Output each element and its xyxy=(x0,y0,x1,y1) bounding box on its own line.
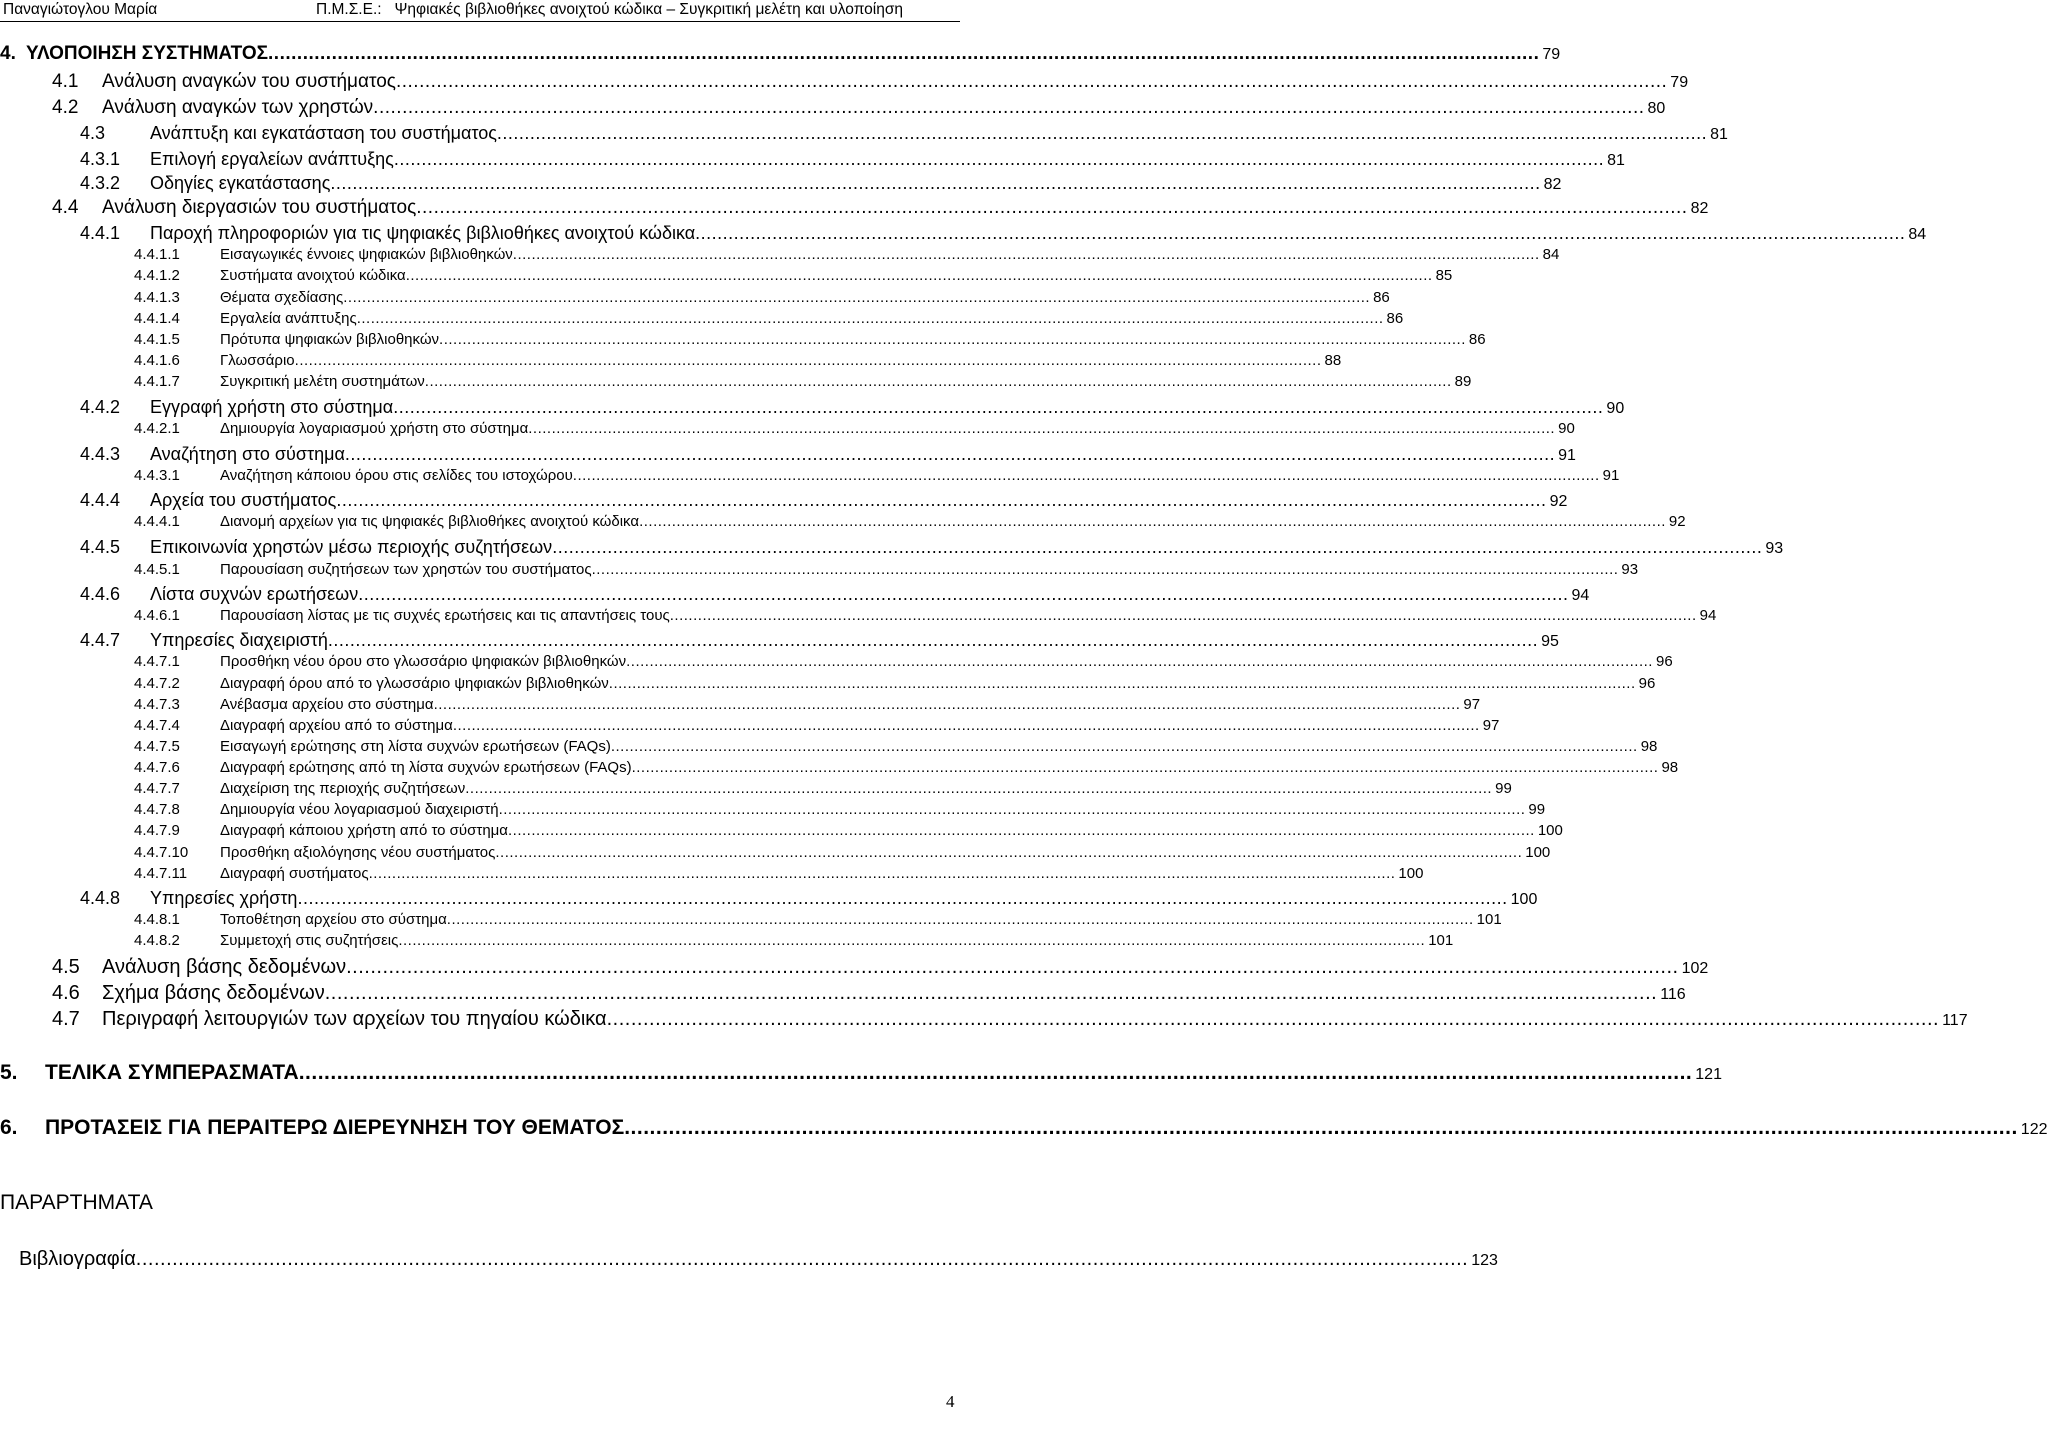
toc-entry-page: 90 xyxy=(1558,420,1575,437)
toc-entry xyxy=(0,1116,2048,1140)
toc-entry xyxy=(134,932,1454,949)
toc-entry-leader: ............................................................................................................................................................................................................................ xyxy=(631,759,1659,776)
toc-entry-page: 86 xyxy=(1386,310,1404,327)
toc-entry-leader: ............................................................................................................................................................................................................................ xyxy=(330,173,1541,193)
toc-entry xyxy=(134,759,1679,776)
header-author: Παναγιώτογλου Μαρία xyxy=(3,1,158,18)
toc-entry-leader: ............................................................................................................................................................................................................................ xyxy=(591,561,1619,578)
toc-entry-title: ΥΛΟΠΟΙΗΣΗ ΣΥΣΤΗΜΑΤΟΣ xyxy=(26,43,269,64)
toc-entry xyxy=(80,584,1590,605)
toc-entry-number: 5. xyxy=(0,1061,18,1084)
toc-entry-page: 96 xyxy=(1638,675,1656,692)
toc-entry xyxy=(80,490,1568,511)
toc-entry-title: Συμμετοχή στις συζητήσεις xyxy=(220,932,399,949)
toc-entry-page: 91 xyxy=(1558,447,1576,464)
toc-entry xyxy=(134,352,1342,369)
toc-entry-title: Προσθήκη νέου όρου στο γλωσσάριο ψηφιακών βιβλιοθηκών xyxy=(220,653,627,670)
toc-entry xyxy=(134,696,1481,713)
toc-entry-leader: ............................................................................................................................................................................................................................ xyxy=(358,584,1569,604)
toc-entry-title: Θέματα σχεδίασης xyxy=(220,289,344,306)
toc-entry-number: 4.4.5.1 xyxy=(134,561,180,578)
toc-entry-title: Αναζήτηση στο σύστημα xyxy=(150,444,345,464)
toc-entry-page: 98 xyxy=(1640,738,1658,755)
toc-entry xyxy=(52,97,1666,119)
toc-entry-leader: ............................................................................................................................................................................................................................ xyxy=(669,607,1697,624)
toc-entry-page: 97 xyxy=(1463,696,1481,713)
toc-entry-title: Περιγραφή λειτουργιών των αρχείων του πηγαίου κώδικα xyxy=(102,1008,607,1030)
toc-entry-number: 4.4.7.11 xyxy=(134,865,188,882)
toc-entry-leader: ............................................................................................................................................................................................................................ xyxy=(572,467,1600,484)
toc-entry xyxy=(80,149,1625,170)
toc-entry-leader: ............................................................................................................................................................................................................................ xyxy=(452,717,1480,734)
toc-entry-title: Γλωσσάριο xyxy=(220,352,295,369)
toc-entry-number: 4.4.2.1 xyxy=(134,420,180,437)
toc-entry-title: Διαγραφή συστήματος xyxy=(220,865,369,882)
toc-entry-title: Ανέβασμα αρχείου στο σύστημα xyxy=(220,696,434,713)
toc-entry xyxy=(134,513,1686,530)
toc-entry-title: Τοποθέτηση αρχείου στο σύστημα xyxy=(220,911,447,928)
toc-entry-title: Ανάλυση βάσης δεδομένων xyxy=(102,956,347,978)
toc-entry-leader: ............................................................................................................................................................................................................................ xyxy=(512,246,1540,263)
toc-entry-number: 4.4.3 xyxy=(80,444,121,464)
toc-entry-leader: ............................................................................................................................................................................................................................ xyxy=(639,513,1666,530)
toc-entry-leader: ............................................................................................................................................................................................................................ xyxy=(528,420,1556,437)
toc-entry-leader: ............................................................................................................................................................................................................................ xyxy=(424,373,1452,390)
toc-entry-title: Εισαγωγή ερώτησης στη λίστα συχνών ερωτήσεων (FAQs) xyxy=(220,738,611,755)
toc-entry-number: 4.4.6.1 xyxy=(134,607,180,624)
toc-entry xyxy=(134,267,1453,284)
toc-entry-page: 99 xyxy=(1495,780,1512,797)
toc-entry xyxy=(134,420,1575,437)
toc-entry-leader: ............................................................................................................................................................................................................................ xyxy=(346,956,1679,978)
toc-entry-page: 96 xyxy=(1655,653,1673,670)
toc-entry-number: 4.4.7.1 xyxy=(134,653,180,670)
toc-entry-leader: ............................................................................................................................................................................................................................ xyxy=(507,822,1535,839)
toc-entry-title: Πρότυπα ψηφιακών βιβλιοθηκών xyxy=(220,331,440,348)
toc-entry-title: Λίστα συχνών ερωτήσεων xyxy=(150,584,359,604)
toc-entry-leader: ............................................................................................................................................................................................................................ xyxy=(294,352,1322,369)
toc-entry-page: 82 xyxy=(1690,200,1709,217)
toc-entry-title: Διαγραφή όρου από το γλωσσάριο ψηφιακών βιβλιοθηκών xyxy=(220,675,609,692)
toc-entry-number: 4.4.1.5 xyxy=(134,331,180,348)
toc-entry xyxy=(134,246,1560,263)
toc-entry-leader: ............................................................................................................................................................................................................................ xyxy=(695,223,1906,243)
toc-entry-title: Συγκριτική μελέτη συστημάτων xyxy=(220,373,425,390)
toc-entry-leader: ............................................................................................................................................................................................................................ xyxy=(327,630,1539,650)
toc-entry-leader: ............................................................................................................................................................................................................................ xyxy=(626,653,1653,670)
toc-entry-title: Ανάλυση αναγκών των χρηστών xyxy=(102,97,374,118)
toc-entry-number: 4.4.8 xyxy=(80,888,121,908)
toc-entry-leader: ............................................................................................................................................................................................................................ xyxy=(439,331,1466,348)
toc-entry-leader: ............................................................................................................................................................................................................................ xyxy=(298,1061,1693,1084)
toc-entry-number: 4.4.8.2 xyxy=(134,932,180,949)
toc-entry-title: Υπηρεσίες χρήστη xyxy=(150,888,298,908)
toc-entry-title: Αρχεία του συστήματος xyxy=(150,490,337,510)
toc-entry-leader: ............................................................................................................................................................................................................................ xyxy=(324,982,1658,1004)
toc-entry-title: Δημιουργία νέου λογαριασμού διαχειριστή xyxy=(220,801,499,818)
toc-entry-page: 116 xyxy=(1660,986,1686,1003)
toc-entry-title: Βιβλιογραφία xyxy=(19,1248,136,1270)
toc-entry xyxy=(80,444,1576,465)
toc-entry xyxy=(0,43,1561,65)
toc-entry-number: 4.5 xyxy=(52,956,80,978)
toc-entry-leader: ............................................................................................................................................................................................................................ xyxy=(343,289,1371,306)
toc-entry-title: Αναζήτηση κάποιου όρου στις σελίδες του ιστοχώρου xyxy=(220,467,573,484)
toc-entry xyxy=(80,397,1625,418)
toc-entry-number: 4.4.7.7 xyxy=(134,780,180,797)
toc-entry xyxy=(134,822,1563,839)
toc-entry xyxy=(134,911,1502,928)
toc-entry-title: Εισαγωγικές έννοιες ψηφιακών βιβλιοθηκών xyxy=(220,246,513,263)
toc-entry-number: 4.4.6 xyxy=(80,584,121,604)
toc-entry-page: 101 xyxy=(1428,932,1454,949)
toc-entry-number: 4. xyxy=(0,43,16,64)
toc-entry-title: Δημιουργία λογαριασμού χρήστη στο σύστημα xyxy=(220,420,529,437)
toc-entry-title: Ανάπτυξη και εγκατάσταση του συστήματος xyxy=(150,123,497,143)
toc-entry xyxy=(80,537,1784,558)
toc-entry-page: 84 xyxy=(1542,246,1560,263)
toc-entry-title: Διανομή αρχείων για τις ψηφιακές βιβλιοθήκες ανοιχτού κώδικα xyxy=(220,513,640,530)
toc-entry-page: 100 xyxy=(1510,891,1538,908)
toc-entry-number: 4.4.7.6 xyxy=(134,759,180,776)
toc-entry-number: 4.7 xyxy=(52,1008,80,1030)
toc-entry-leader: ............................................................................................................................................................................................................................ xyxy=(393,149,1605,169)
toc-entry xyxy=(80,123,1728,144)
toc-entry xyxy=(134,467,1620,484)
toc-entry-title: Διαγραφή ερώτησης από τη λίστα συχνών ερωτήσεων (FAQs) xyxy=(220,759,632,776)
toc-entry-leader: ............................................................................................................................................................................................................................ xyxy=(297,888,1508,908)
toc-entry-leader: ............................................................................................................................................................................................................................ xyxy=(344,444,1556,464)
toc-entry xyxy=(52,197,1709,219)
toc-entry-page: 99 xyxy=(1528,801,1546,818)
toc-entry-leader: ............................................................................................................................................................................................................................ xyxy=(368,865,1396,882)
toc-entry-page: 88 xyxy=(1324,352,1342,369)
toc-entry xyxy=(134,653,1673,670)
toc-entry-page: 97 xyxy=(1482,717,1500,734)
toc-entry-page: 93 xyxy=(1621,561,1639,578)
toc-entry-number: 4.4.7.10 xyxy=(134,844,189,861)
toc-entry xyxy=(80,888,1538,909)
toc-entry xyxy=(52,71,1689,93)
toc-entry-page: 89 xyxy=(1454,373,1472,390)
toc-entry-title: Συστήματα ανοιχτού κώδικα xyxy=(220,267,406,284)
toc-entry-page: 102 xyxy=(1681,960,1709,977)
toc-entry xyxy=(80,630,1559,651)
toc-entry-number: 4.3.2 xyxy=(80,173,121,193)
toc-entry-title: Ανάλυση διεργασιών του συστήματος xyxy=(102,197,417,218)
toc-entry-leader: ............................................................................................................................................................................................................................ xyxy=(606,1008,1940,1030)
toc-entry-title: Οδηγίες εγκατάστασης xyxy=(150,173,331,193)
toc-entry-page: 93 xyxy=(1765,540,1784,557)
toc-entry-number: 4.4.8.1 xyxy=(134,911,180,928)
toc-entry-number: 4.4.2 xyxy=(80,397,121,417)
toc-entry-number: 4.4.3.1 xyxy=(134,467,180,484)
toc-entry xyxy=(19,1248,1498,1271)
toc-entry-leader: ............................................................................................................................................................................................................................ xyxy=(336,490,1547,510)
toc-entry-title: Επικοινωνία χρηστών μέσω περιοχής συζητήσεων xyxy=(150,537,553,557)
toc-entry-page: 100 xyxy=(1398,865,1424,882)
toc-entry-leader: ............................................................................................................................................................................................................................ xyxy=(624,1116,2018,1139)
toc-entry xyxy=(134,801,1546,818)
toc-entry-page: 81 xyxy=(1710,126,1728,143)
toc-entry-number: 4.2 xyxy=(52,97,79,118)
toc-entry-number: 4.4.7.2 xyxy=(134,675,180,692)
toc-entry-leader: ............................................................................................................................................................................................................................ xyxy=(393,397,1604,417)
toc-entry-title: Εργαλεία ανάπτυξης xyxy=(220,310,357,327)
toc-entry-number: 4.4.7.9 xyxy=(134,822,180,839)
toc-entry xyxy=(52,956,1709,979)
toc-entry-page: 90 xyxy=(1606,400,1625,417)
toc-entry-leader: ............................................................................................................................................................................................................................ xyxy=(465,780,1493,797)
toc-entry-page: 94 xyxy=(1571,587,1590,604)
toc-entry-number: 4.4.7.4 xyxy=(134,717,180,734)
toc-entry-page: 92 xyxy=(1549,493,1568,510)
toc-entry xyxy=(80,223,1927,244)
toc-entry-page: 98 xyxy=(1661,759,1679,776)
toc-entry-page: 85 xyxy=(1435,267,1453,284)
toc-entry-title: Ανάλυση αναγκών του συστήματος xyxy=(102,71,396,92)
toc-entry xyxy=(134,289,1390,306)
toc-entry-leader: ............................................................................................................................................................................................................................ xyxy=(498,801,1526,818)
toc-entry-page: 92 xyxy=(1668,513,1686,530)
toc-entry-title: Παρουσίαση λίστας με τις συχνές ερωτήσεις και τις απαντήσεις τους xyxy=(220,607,670,624)
toc-entry-leader: ............................................................................................................................................................................................................................ xyxy=(135,1248,1469,1270)
toc-entry-number: 4.4.1.4 xyxy=(134,310,180,327)
toc-entry-number: 4.4 xyxy=(52,197,79,218)
toc-entry-title: Παροχή πληροφοριών για τις ψηφιακές βιβλιοθήκες ανοιχτού κώδικα xyxy=(150,223,696,243)
toc-entry-number: 4.4.1.7 xyxy=(134,373,180,390)
toc-entry-page: 121 xyxy=(1695,1066,1722,1083)
toc-entry-page: 100 xyxy=(1537,822,1563,839)
toc-entry-number: 4.4.7.8 xyxy=(134,801,180,818)
toc-entry-title: Εγγραφή χρήστη στο σύστημα xyxy=(150,397,394,417)
toc-entry-number: 4.4.7.5 xyxy=(134,738,180,755)
toc-entry-leader: ............................................................................................................................................................................................................................ xyxy=(608,675,1636,692)
toc-entry-page: 86 xyxy=(1468,331,1486,348)
toc-entry xyxy=(0,1061,1722,1085)
toc-entry-leader: ............................................................................................................................................................................................................................ xyxy=(446,911,1474,928)
toc-entry xyxy=(52,1008,1968,1031)
toc-entry-number: 4.4.1 xyxy=(80,223,121,243)
toc-entry xyxy=(134,738,1658,755)
toc-entry xyxy=(0,1191,916,1215)
toc-entry-title: ΠΑΡΑΡΤΗΜΑΤΑ xyxy=(0,1191,153,1214)
toc-entry-title: Επιλογή εργαλείων ανάπτυξης xyxy=(150,149,394,169)
toc-entry xyxy=(134,331,1486,348)
toc-entry-leader: ............................................................................................................................................................................................................................ xyxy=(496,123,1708,143)
toc-entry xyxy=(134,675,1656,692)
toc-entry-number: 4.4.4.1 xyxy=(134,513,180,530)
toc-entry xyxy=(134,780,1512,797)
toc-entry-leader: ............................................................................................................................................................................................................................ xyxy=(416,197,1688,218)
toc-entry-page: 84 xyxy=(1908,226,1927,243)
header-program: Π.Μ.Σ.Ε.: xyxy=(316,1,382,18)
toc-entry-number: 4.4.1.6 xyxy=(134,352,180,369)
toc-entry-page: 79 xyxy=(1542,46,1561,63)
toc-entry-title: Διαγραφή κάποιου χρήστη από το σύστημα xyxy=(220,822,508,839)
toc-entry-title: Διαγραφή αρχείου από το σύστημα xyxy=(220,717,453,734)
toc-entry-number: 4.4.4 xyxy=(80,490,121,510)
page-number: 4 xyxy=(946,1392,955,1411)
toc-entry-leader: ............................................................................................................................................................................................................................ xyxy=(495,844,1523,861)
toc-entry-title: Διαχείριση της περιοχής συζητήσεων xyxy=(220,780,466,797)
header-thesis-title: Ψηφιακές βιβλιοθήκες ανοιχτού κώδικα – Συγκριτική μελέτη και υλοποίηση xyxy=(394,1,904,18)
toc-entry-leader: ............................................................................................................................................................................................................................ xyxy=(398,932,1426,949)
toc-entry xyxy=(134,310,1404,327)
toc-entry-page: 100 xyxy=(1525,844,1551,861)
toc-entry-leader: ............................................................................................................................................................................................................................ xyxy=(268,43,1540,64)
toc-entry-leader: ............................................................................................................................................................................................................................ xyxy=(356,310,1384,327)
toc-entry-page: 91 xyxy=(1602,467,1620,484)
toc-entry-leader: ............................................................................................................................................................................................................................ xyxy=(433,696,1461,713)
toc-entry-number: 4.4.1.2 xyxy=(134,267,180,284)
toc-entry xyxy=(134,373,1472,390)
toc-entry-title: ΤΕΛΙΚΑ ΣΥΜΠΕΡΑΣΜΑΤΑ xyxy=(45,1061,299,1084)
toc-entry-page: 86 xyxy=(1373,289,1390,306)
toc-entry-page: 81 xyxy=(1607,152,1625,169)
toc-entry xyxy=(134,717,1500,734)
toc-entry xyxy=(134,607,1717,624)
toc-entry-page: 95 xyxy=(1541,633,1559,650)
toc-entry-page: 82 xyxy=(1543,176,1562,193)
toc-entry-leader: ............................................................................................................................................................................................................................ xyxy=(373,97,1645,118)
toc-entry-page: 122 xyxy=(2020,1121,2048,1138)
toc-entry xyxy=(134,865,1424,882)
toc-entry-number: 4.1 xyxy=(52,71,79,92)
toc-entry-page: 80 xyxy=(1647,100,1666,117)
toc-entry-title: ΠΡΟΤΑΣΕΙΣ ΓΙΑ ΠΕΡΑΙΤΕΡΩ ΔΙΕΡΕΥΝΗΣΗ ΤΟΥ ΘΕΜΑΤΟΣ xyxy=(45,1116,625,1139)
toc-entry-page: 79 xyxy=(1670,74,1689,91)
toc-entry-number: 4.3.1 xyxy=(80,149,121,169)
toc-entry-leader: ............................................................................................................................................................................................................................ xyxy=(610,738,1638,755)
toc-entry-number: 6. xyxy=(0,1116,18,1139)
toc-entry xyxy=(52,982,1686,1005)
toc-entry-leader: ............................................................................................................................................................................................................................ xyxy=(395,71,1668,92)
toc-entry-title: Προσθήκη αξιολόγησης νέου συστήματος xyxy=(220,844,496,861)
toc-entry xyxy=(134,844,1551,861)
toc-entry xyxy=(80,173,1562,194)
toc-entry-number: 4.4.7 xyxy=(80,630,121,650)
toc-entry-leader: ............................................................................................................................................................................................................................ xyxy=(405,267,1433,284)
toc-entry-number: 4.4.1.3 xyxy=(134,289,180,306)
toc-entry-number: 4.6 xyxy=(52,982,80,1004)
toc-entry-page: 94 xyxy=(1699,607,1717,624)
toc-entry xyxy=(134,561,1639,578)
toc-entry-leader: ............................................................................................................................................................................................................................ xyxy=(552,537,1763,557)
toc-entry-number: 4.4.7.3 xyxy=(134,696,180,713)
toc-entry-title: Υπηρεσίες διαχειριστή xyxy=(150,630,328,650)
toc-entry-page: 123 xyxy=(1471,1252,1498,1269)
toc-entry-title: Σχήμα βάσης δεδομένων xyxy=(102,982,325,1004)
toc-entry-page: 117 xyxy=(1942,1012,1968,1029)
toc-entry-number: 4.3 xyxy=(80,123,106,143)
toc-entry-number: 4.4.5 xyxy=(80,537,121,557)
toc-entry-number: 4.4.1.1 xyxy=(134,246,180,263)
toc-entry-page: 101 xyxy=(1476,911,1502,928)
toc-entry-title: Παρουσίαση συζητήσεων των χρηστών του συστήματος xyxy=(220,561,592,578)
